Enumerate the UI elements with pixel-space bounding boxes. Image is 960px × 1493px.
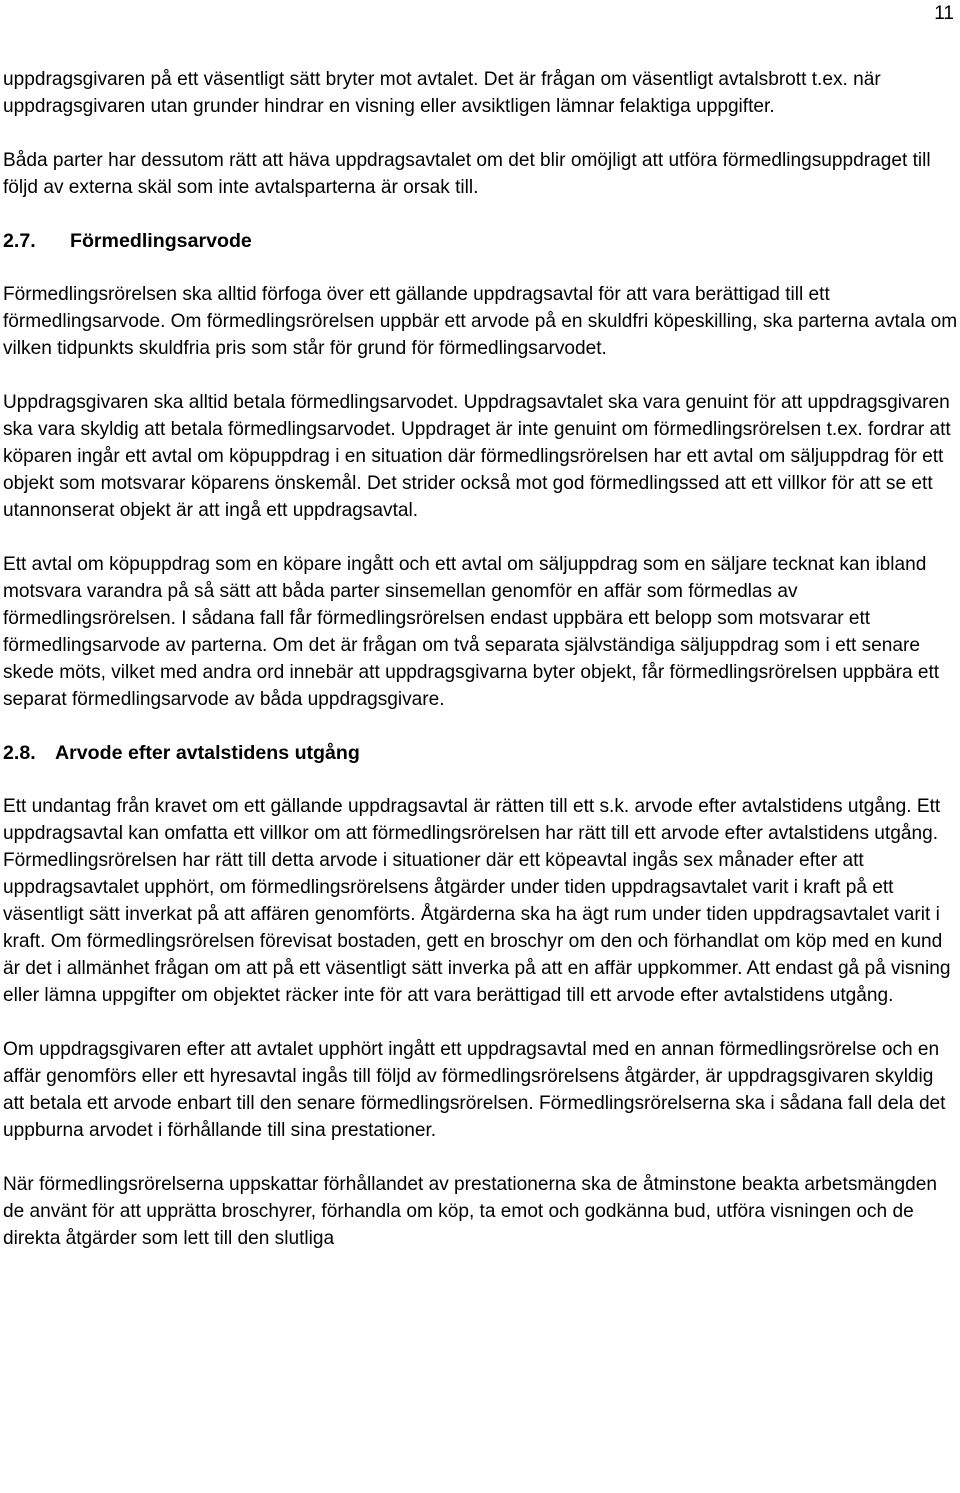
section-number: 2.8. (3, 742, 36, 764)
paragraph: Förmedlingsrörelsen ska alltid förfoga över ett gällande uppdragsavtal för att vara berättigad till ett förmedlingsarvode. Om förmedlingsrörelsen uppbär ett arvode på en skuldfri köpeskilling, ska parterna avtala om vilken tidpunkts skuldfria pris som står för grund för förmedlingsarvodet. (3, 284, 958, 359)
paragraph: Ett avtal om köpuppdrag som en köpare ingått och ett avtal om säljuppdrag som en säljare tecknat kan ibland motsvara varandra på så sätt att båda parter sinsemellan genomför en affär som förmedlas av förmedlingsrörelsen. I sådana fall får förmedlingsrörelsen endast uppbära ett belopp som motsvarar ett förmedlingsarvode av parterna. Om det är frågan om två separata självständiga säljuppdrag som i ett senare skede möts, vilket med andra ord innebär att uppdragsgivarna byter objekt, får förmedlingsrörelsen uppbära ett separat förmedlingsarvode av båda uppdragsgivare. (3, 554, 940, 710)
paragraph: Båda parter har dessutom rätt att häva uppdragsavtalet om det blir omöjligt att utföra förmedlingsuppdraget till följd av externa skäl som inte avtalsparterna är orsak till. (3, 150, 931, 198)
paragraph: Om uppdragsgivaren efter att avtalet upphört ingått ett uppdragsavtal med en annan förmedlingsrörelse och en affär genomförs eller ett hyresavtal ingås till följd av förmedlingsrörelsens åtgärder, är uppdragsgivaren skyldig att betala ett arvode enbart till den senare förmedlingsrörelsen. Förmedlingsrörelserna ska i sådana fall dela det uppburna arvodet i förhållande till sina prestationer. (3, 1039, 946, 1141)
section-number: 2.7. (3, 230, 36, 252)
section-heading-2-8 (3, 740, 959, 767)
section-title: Arvode efter avtalstidens utgång (55, 742, 360, 764)
section-title: Förmedlingsarvode (70, 230, 252, 252)
document-body (3, 66, 959, 1279)
paragraph: Uppdragsgivaren ska alltid betala förmedlingsarvodet. Uppdragsavtalet ska vara genuint för att uppdragsgivaren ska vara skyldig att betala förmedlingsarvodet. Uppdraget är inte genuint om förmedlingsrörelsen t.ex. fordrar att köparen ingår ett avtal om köpuppdrag i en situation där förmedlingsrörelsen har ett avtal om säljuppdrag för ett objekt som motsvarar köparens önskemål. Det strider också mot god förmedlingssed att ett villkor för att se ett utannonserat objekt är att ingå ett uppdragsavtal. (3, 392, 951, 521)
paragraph: uppdragsgivaren på ett väsentligt sätt bryter mot avtalet. Det är frågan om väsentligt avtalsbrott t.ex. när uppdragsgivaren utan grunder hindrar en visning eller avsiktligen lämnar felaktiga uppgifter. (3, 69, 881, 117)
section-heading-2-7 (3, 228, 959, 255)
paragraph: När förmedlingsrörelserna uppskattar förhållandet av prestationerna ska de åtminstone beakta arbetsmängden de använt för att upprätta broschyrer, förhandla om köp, ta emot och godkänna bud, utföra visningen och de direkta åtgärder som lett till den slutliga (3, 1174, 938, 1249)
paragraph: Ett undantag från kravet om ett gällande uppdragsavtal är rätten till ett s.k. arvode efter avtalstidens utgång. Ett uppdragsavtal kan omfatta ett villkor om att förmedlingsrörelsen har rätt till ett arvode efter avtalstidens utgång. Förmedlingsrörelsen har rätt till detta arvode i situationer där ett köpeavtal ingås sex månader efter att uppdragsavtalet upphört, om förmedlingsrörelsens åtgärder under tiden uppdragsavtalet varit i kraft på ett väsentligt sätt inverkat på att affären genomförts. Åtgärderna ska ha ägt rum under tiden uppdragsavtalet varit i kraft. Om förmedlingsrörelsen förevisat bostaden, gett en broschyr om den och förhandlat om köp med en kund är det i allmänhet frågan om att på ett väsentligt sätt inverka på att en affär uppkommer. Att endast gå på visning eller lämna uppgifter om objektet räcker inte för att vara berättigad till ett arvode efter avtalstidens utgång. (3, 796, 951, 1006)
page-number: 11 (934, 3, 954, 24)
